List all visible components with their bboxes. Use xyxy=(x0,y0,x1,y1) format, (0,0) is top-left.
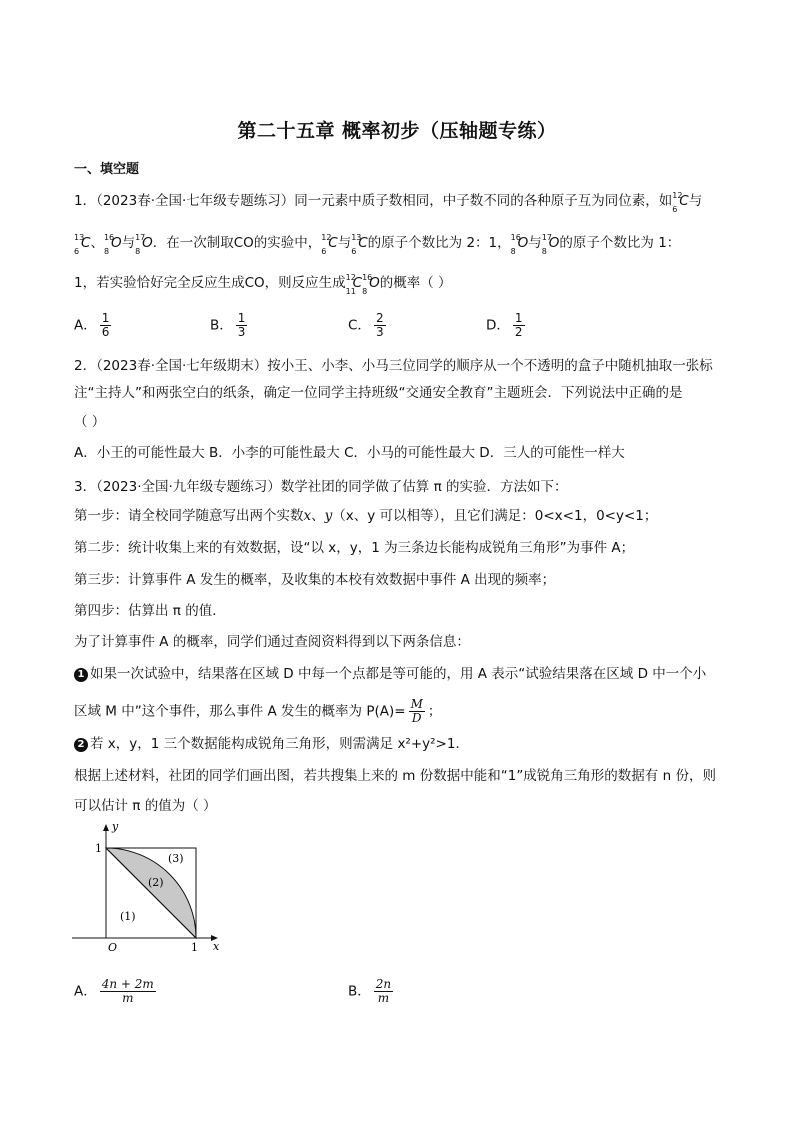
y-one-label: 1 xyxy=(95,842,102,855)
q2-options[interactable]: A．小王的可能性最大 B．小李的可能性最大 C．小马的可能性最大 D．三人的可能性一样大 xyxy=(74,445,625,461)
y-axis-arrow-icon xyxy=(103,824,109,831)
region-1-label: (1) xyxy=(120,910,136,923)
q1-option-b[interactable]: B． $\frac{1}{3}$ xyxy=(210,311,246,339)
isotope-o16: 16 8 O xyxy=(103,233,122,256)
q1-option-c[interactable]: C． $\frac{2}{3}$ xyxy=(348,311,384,339)
section-heading: 一、填空题 xyxy=(74,162,140,177)
q1-line1: 1．（2023春·全国·七年级专题练习）同一元素中质子数相同，中子数不同的各种原子互为同位素，如 12 6 C与 xyxy=(74,191,703,214)
circled-two-marker: 2 xyxy=(74,738,88,752)
quarter-circle-figure xyxy=(68,820,228,960)
region-3-label: (3) xyxy=(168,852,184,865)
q3-option-b[interactable]: B． $\frac{2n}{m}$ xyxy=(348,977,392,1005)
q3-info1-line1: 1 如果一次试验中，结果落在区域 D 中每一个点都是等可能的，用 A 表示“试验结果落在区域 D 中一个小 xyxy=(74,665,706,683)
origin-label: O xyxy=(108,941,118,954)
circled-one-marker: 1 xyxy=(74,668,88,682)
q3-info-intro: 为了计算事件 A 的概率，同学们通过查阅资料得到以下两条信息： xyxy=(74,634,470,650)
q2-line3: （ ） xyxy=(74,414,106,430)
isotope-c12: 12 6 C xyxy=(672,191,689,214)
isotope-c13: 13 6 C xyxy=(74,233,91,256)
q1-line2: 13 6 C、 16 8 O与 17 8 O．在一次制取CO的实验中， 12 6 C与 13 6 C的原子个数比为 2：1， 16 8 O与 17 8 O的原子个数比为 1： xyxy=(74,233,681,256)
q3-option-a[interactable]: A． $\frac{4n + 2m}{m}$ xyxy=(74,977,154,1005)
isotope-o17: 17 8 O xyxy=(135,233,153,256)
q3-conclusion-line1: 根据上述材料，社团的同学们画出图，若共搜集上来的 m 份数据中能和“1”成锐角三角形的数据有 n 份，则 xyxy=(74,768,716,784)
q2-line2: 注“主持人”和两张空白的纸条，确定一位同学主持班级“交通安全教育”主题班会．下列说法中正确的是 xyxy=(74,385,683,401)
q2-line1: 2．（2023春·全国·七年级期末）按小王、小李、小马三位同学的顺序从一个不透明的盒子中随机抽取一张标 xyxy=(74,358,713,374)
x-axis-label: x xyxy=(213,940,220,953)
q3-step2: 第二步：统计收集上来的有效数据，设“以 x，y，1 为三条边长能构成锐角三角形”为事件 A； xyxy=(74,540,635,556)
q1-option-d[interactable]: D． $\frac{1}{2}$ xyxy=(486,311,523,339)
q3-line1: 3．（2023·全国·九年级专题练习）数学社团的同学做了估算 π 的实验．方法如下： xyxy=(74,479,568,495)
y-axis-label: y xyxy=(112,820,119,833)
x-one-label: 1 xyxy=(191,941,198,954)
q3-step3: 第三步：计算事件 A 发生的概率，及收集的本校有效数据中事件 A 出现的频率； xyxy=(74,572,556,588)
isotope-co: 12 11 C xyxy=(345,273,363,296)
q1-line3: 1，若实验恰好完全反应生成CO，则反应生成 12 11 C 16 8 O的概率（ ） xyxy=(74,273,452,296)
q1-text: 1．（2023春·全国·七年级专题练习）同一元素中质子数相同，中子数不同的各种原子互为同位素，如 xyxy=(74,193,673,209)
q1-option-a[interactable]: A． $\frac{1}{6}$ xyxy=(74,311,110,339)
q3-step4: 第四步：估算出 π 的值． xyxy=(74,603,226,619)
q3-conclusion-line2: 可以估计 π 的值为（ ） xyxy=(74,798,217,814)
q3-info2: 2 若 x，y，1 三个数据能构成锐角三角形，则需满足 x²+y²>1． xyxy=(74,735,469,753)
q3-step1: 第一步：请全校同学随意写出两个实数x、y（x、y 可以相等），且它们满足：0<x<1，0<y<1； xyxy=(74,508,658,524)
region-2-label: (2) xyxy=(148,876,164,889)
page-title: 第二十五章 概率初步（压轴题专练） xyxy=(237,120,557,142)
q3-info1-line2: 区域 M 中”这个事件，那么事件 A 发生的概率为 P(A)= $\frac{M}{D}$ ； xyxy=(74,697,442,725)
